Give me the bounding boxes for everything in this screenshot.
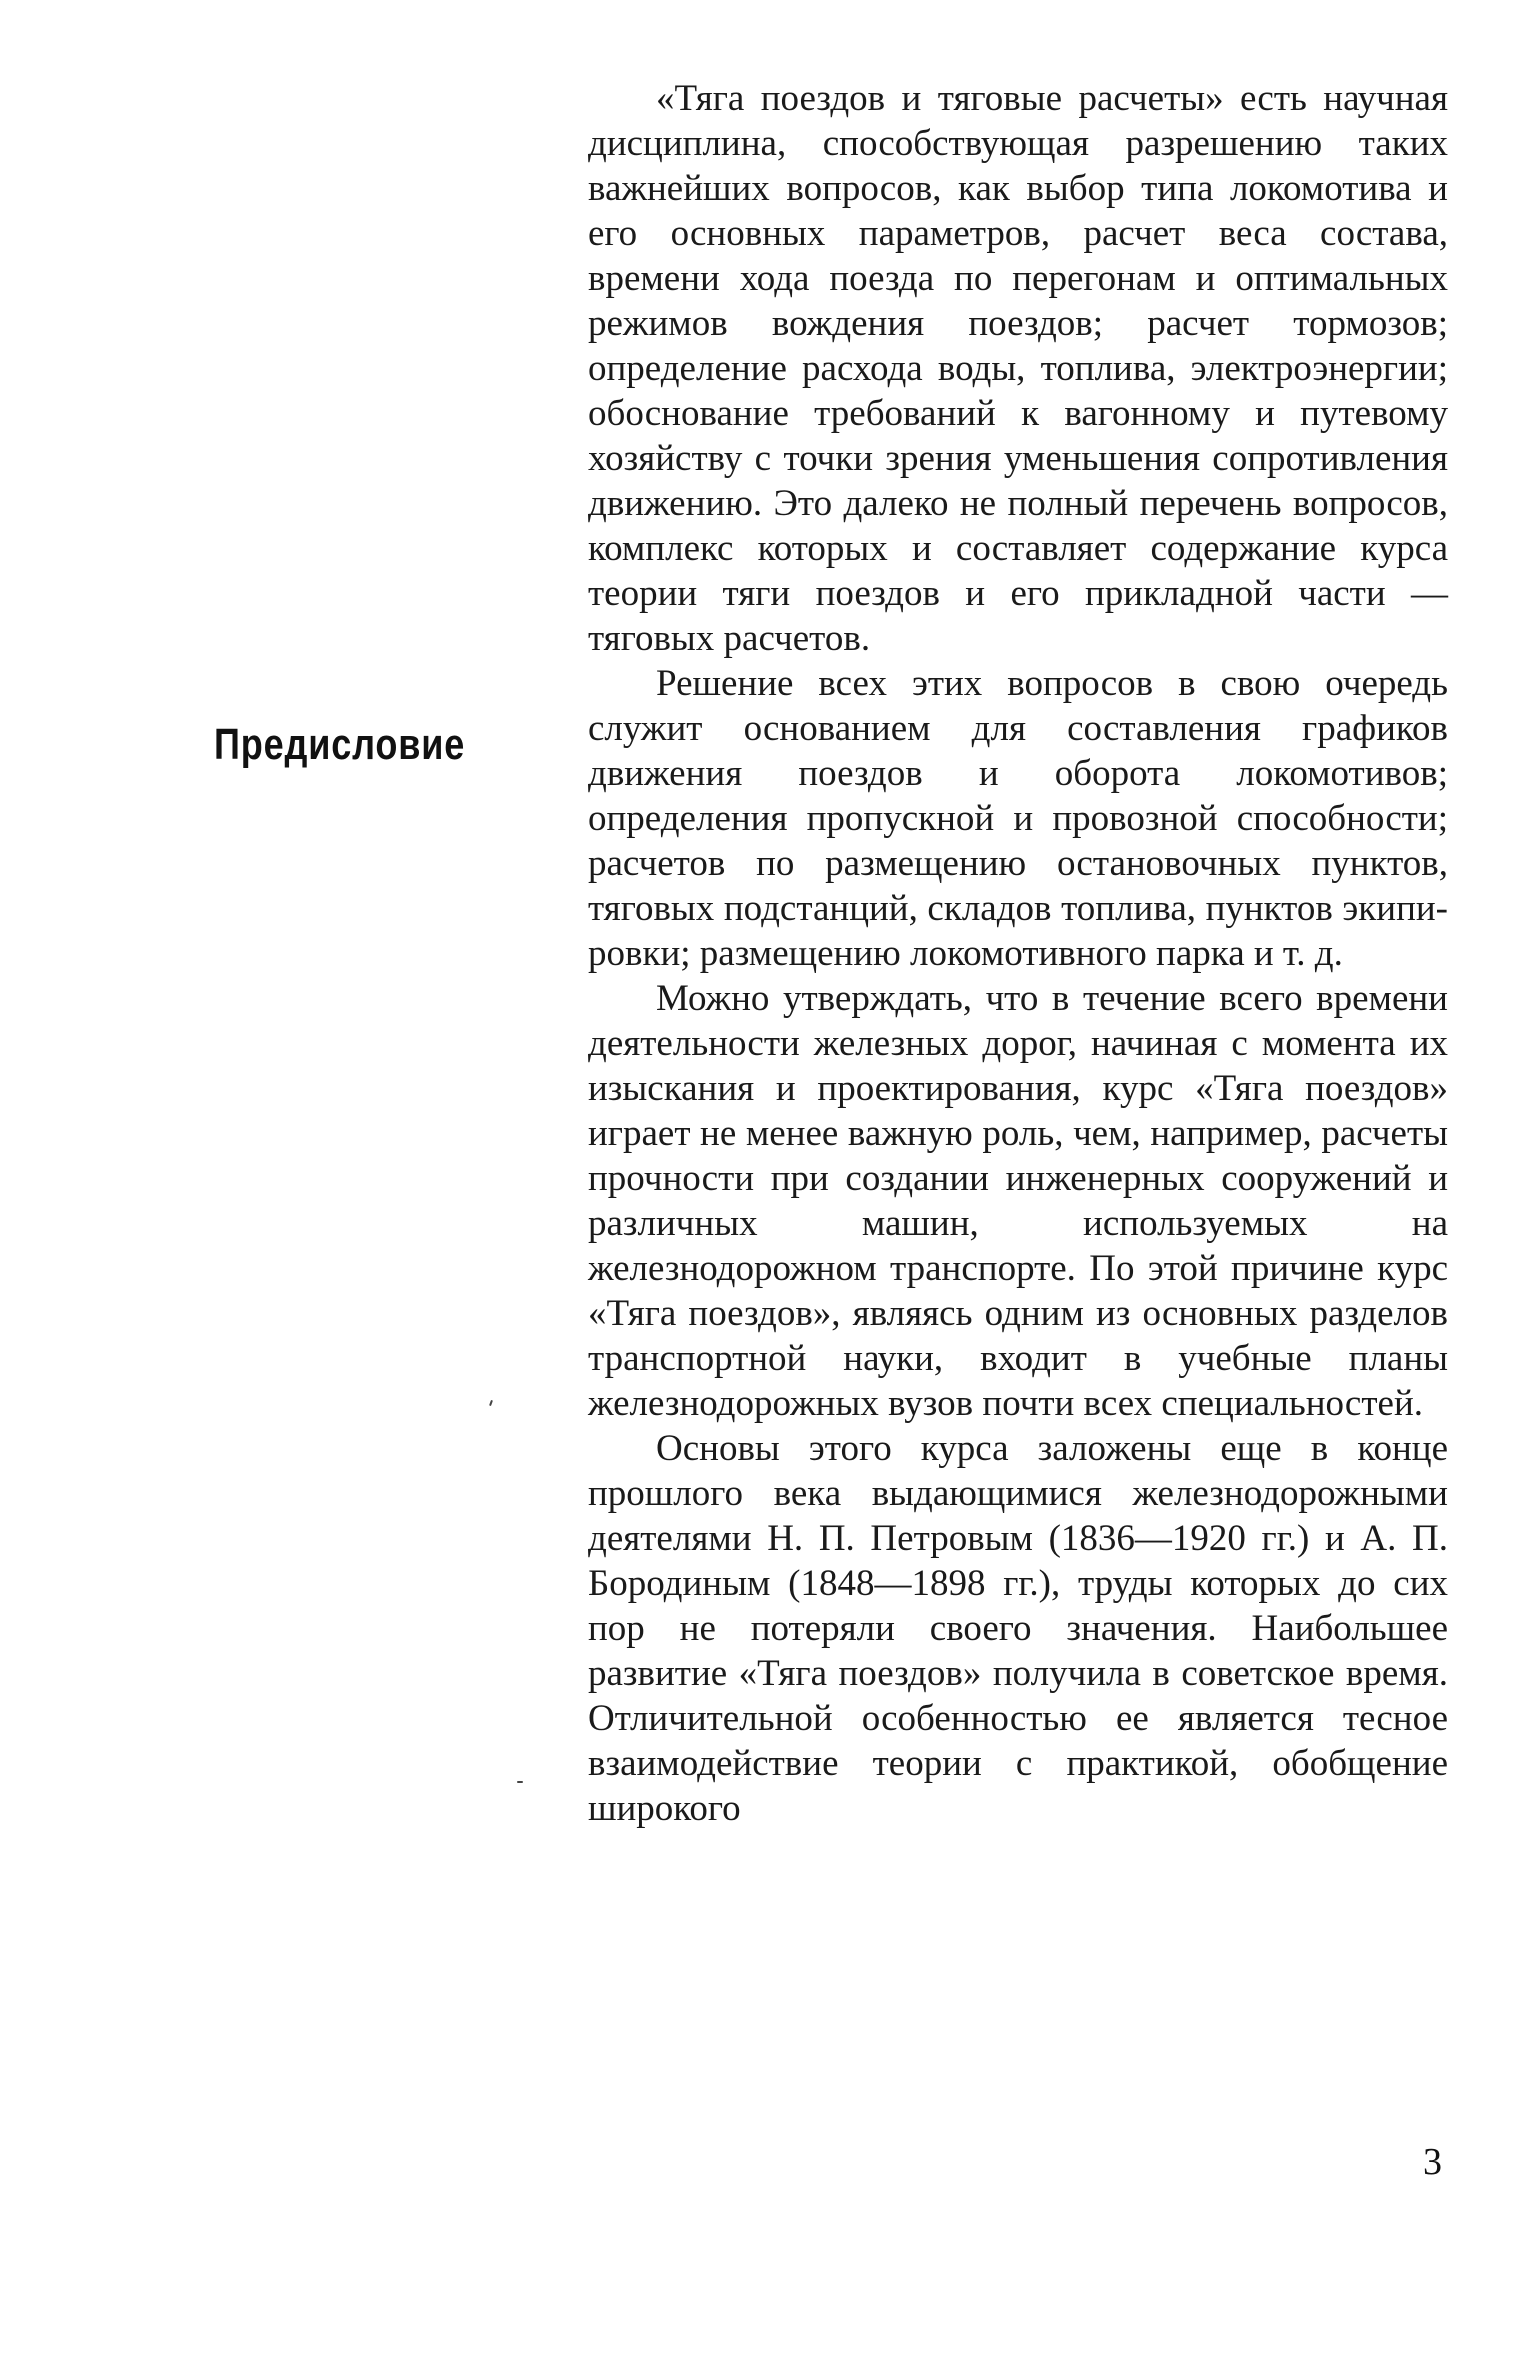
paragraph-2: Решение всех этих вопросов в свою очередь служит основанием для составления графиков движения поездов и оборота локомотивов; определения пропускной и провозной способности; расчетов по размещению остановочных пунктов, тяговых подстанций, складов топлива, пунктов экипировки; размещению локомотивного парка и т. д. xyxy=(588,663,1448,974)
body-text-column xyxy=(588,76,1448,1831)
print-speck xyxy=(489,1400,493,1406)
section-heading: Предисловие xyxy=(214,720,466,769)
paragraph-1: «Тяга поездов и тяговые расчеты» есть научная дисциплина, способствующая разрешению таких важнейших вопросов, как выбор типа локомотива и его основных параметров, расчет веса состава, времени хода поезда по перегонам и оптимальных режимов вождения поездов; расчет тормозов; определение расхода воды, топлива, электроэнергии; обоснование требований к вагонному и путевому хозяйству с точки зрения уменьшения сопротивления движению. Это далеко не полный перечень вопросов, комплекс которых и составляет содержание курса теории тяги поездов и его прикладной части — тяговых расчетов. xyxy=(588,78,1448,659)
print-speck xyxy=(517,1781,523,1783)
paragraph-3: Можно утверждать, что в течение всего времени деятельности железных дорог, начиная с момента их изыскания и проектирования, курс «Тяга поездов» играет не менее важную роль, чем, например, расчеты прочности при создании инженерных сооружений и различных машин, используемых на железнодорожном транспорте. По этой причине курс «Тяга поездов», являясь одним из основных разделов транспортной науки, входит в учебные планы железнодорожных вузов почти всех специальностей. xyxy=(588,978,1448,1424)
paragraph-4: Основы этого курса заложены еще в конце прошлого века выдающимися железнодорожными деятелями Н. П. Петровым (1836—1920 гг.) и А. П. Бородиным (1848—1898 гг.), труды которых до сих пор не потеряли своего значения. Наибольшее развитие «Тяга поездов» получила в советское время. Отличительной особенностью ее является тесное взаимодействие теории с практикой, обобщение широкого xyxy=(588,1428,1448,1829)
page-number: 3 xyxy=(1423,2141,1442,2183)
